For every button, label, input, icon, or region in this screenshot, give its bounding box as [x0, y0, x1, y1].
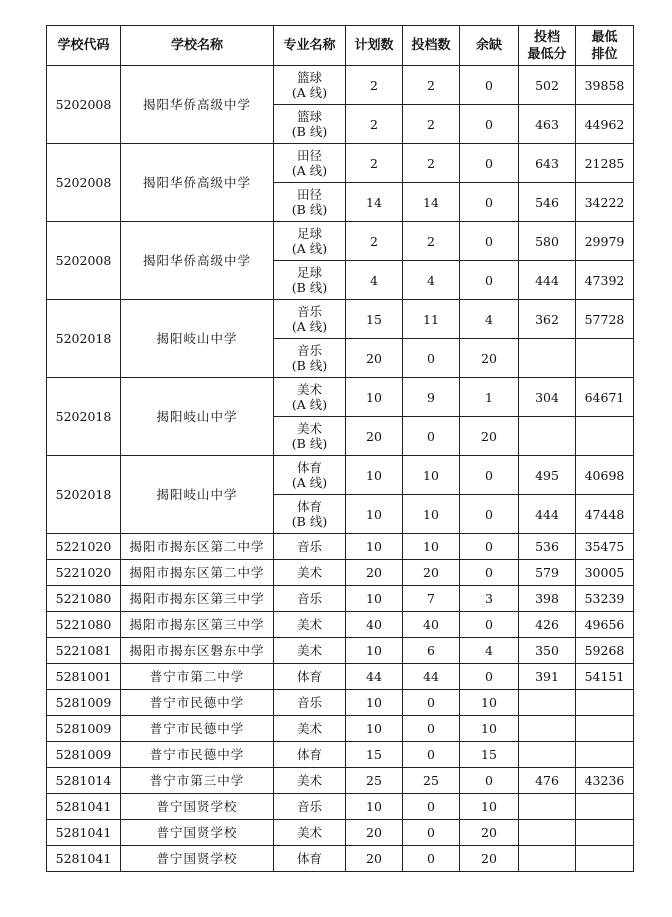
header-vacancy: 余缺 — [460, 26, 519, 66]
school-code-cell: 5281041 — [47, 794, 121, 820]
school-name-cell: 揭阳岐山中学 — [121, 378, 274, 456]
school-name-cell: 普宁国贤学校 — [121, 846, 274, 872]
vacancy-cell: 4 — [460, 638, 519, 664]
header-min-rank-line2: 排位 — [591, 46, 618, 62]
vacancy-cell: 0 — [460, 222, 519, 261]
min-rank-cell: 35475 — [576, 534, 634, 560]
min-rank-cell: 21285 — [576, 144, 634, 183]
major-cell — [274, 417, 346, 456]
plan-cell: 2 — [346, 144, 403, 183]
major-cell: 美术 — [274, 612, 346, 638]
major-cell — [274, 378, 346, 417]
admission-table-page — [46, 25, 633, 872]
vacancy-cell: 10 — [460, 690, 519, 716]
major-line: (B 线) — [291, 514, 328, 529]
plan-cell: 2 — [346, 66, 403, 105]
major-line: (B 线) — [291, 280, 328, 295]
admitted-cell: 0 — [403, 846, 460, 872]
plan-cell: 20 — [346, 820, 403, 846]
min-score-cell: 426 — [519, 612, 576, 638]
min-score-cell: 444 — [519, 261, 576, 300]
major-cell — [274, 105, 346, 144]
vacancy-cell: 10 — [460, 716, 519, 742]
major-cell: 体育 — [274, 742, 346, 768]
min-score-cell — [519, 690, 576, 716]
major-cell: 美术 — [274, 768, 346, 794]
min-rank-cell: 40698 — [576, 456, 634, 495]
min-score-cell — [519, 417, 576, 456]
plan-cell: 10 — [346, 716, 403, 742]
major-name: 美术 — [296, 382, 322, 397]
table-body — [47, 66, 634, 872]
admitted-cell: 7 — [403, 586, 460, 612]
table-row — [47, 742, 634, 768]
vacancy-cell: 1 — [460, 378, 519, 417]
major-cell — [274, 183, 346, 222]
school-name-cell: 揭阳市揭东区磐东中学 — [121, 638, 274, 664]
major-cell: 音乐 — [274, 534, 346, 560]
school-code-cell: 5281009 — [47, 716, 121, 742]
min-rank-cell: 44962 — [576, 105, 634, 144]
school-name-cell: 揭阳华侨高级中学 — [121, 222, 274, 300]
plan-cell: 44 — [346, 664, 403, 690]
vacancy-cell: 0 — [460, 456, 519, 495]
min-score-cell: 391 — [519, 664, 576, 690]
plan-cell: 40 — [346, 612, 403, 638]
table-row — [47, 534, 634, 560]
school-name-cell: 普宁市民德中学 — [121, 742, 274, 768]
min-score-cell: 444 — [519, 495, 576, 534]
table-row — [47, 560, 634, 586]
min-score-cell: 362 — [519, 300, 576, 339]
major-name: 田径 — [296, 148, 322, 163]
vacancy-cell: 20 — [460, 417, 519, 456]
major-name: 体育 — [296, 499, 322, 514]
table-row — [47, 768, 634, 794]
vacancy-cell: 20 — [460, 339, 519, 378]
min-rank-cell: 34222 — [576, 183, 634, 222]
major-cell: 音乐 — [274, 794, 346, 820]
major-line: (B 线) — [291, 124, 328, 139]
major-cell — [274, 456, 346, 495]
major-name: 篮球 — [296, 70, 322, 85]
school-code-cell: 5221080 — [47, 586, 121, 612]
major-cell: 美术 — [274, 820, 346, 846]
school-name-cell: 普宁国贤学校 — [121, 794, 274, 820]
major-line: (B 线) — [291, 358, 328, 373]
min-rank-cell: 49656 — [576, 612, 634, 638]
min-score-cell: 546 — [519, 183, 576, 222]
vacancy-cell: 20 — [460, 820, 519, 846]
school-name-cell: 普宁市第三中学 — [121, 768, 274, 794]
major-cell — [274, 261, 346, 300]
admitted-cell: 0 — [403, 339, 460, 378]
school-name-cell: 揭阳岐山中学 — [121, 456, 274, 534]
min-score-cell — [519, 339, 576, 378]
major-line: (A 线) — [291, 475, 328, 490]
school-code-cell: 5281009 — [47, 742, 121, 768]
header-min-score-line1: 投档 — [533, 29, 560, 45]
min-rank-cell — [576, 742, 634, 768]
school-code-cell: 5202008 — [47, 144, 121, 222]
admitted-cell: 0 — [403, 742, 460, 768]
header-min-rank — [576, 26, 634, 66]
plan-cell: 2 — [346, 222, 403, 261]
vacancy-cell: 0 — [460, 495, 519, 534]
header-admitted: 投档数 — [403, 26, 460, 66]
major-line: (A 线) — [291, 163, 328, 178]
plan-cell: 20 — [346, 560, 403, 586]
major-cell: 美术 — [274, 560, 346, 586]
min-rank-cell: 64671 — [576, 378, 634, 417]
table-row — [47, 300, 634, 339]
header-plan: 计划数 — [346, 26, 403, 66]
major-cell: 音乐 — [274, 690, 346, 716]
school-code-cell: 5202008 — [47, 222, 121, 300]
min-score-cell: 398 — [519, 586, 576, 612]
min-score-cell: 502 — [519, 66, 576, 105]
header-major: 专业名称 — [274, 26, 346, 66]
school-name-cell: 揭阳市揭东区第三中学 — [121, 612, 274, 638]
min-score-cell: 350 — [519, 638, 576, 664]
school-code-cell: 5202018 — [47, 456, 121, 534]
major-line: (B 线) — [291, 436, 328, 451]
min-score-cell: 536 — [519, 534, 576, 560]
min-score-cell: 304 — [519, 378, 576, 417]
table-row — [47, 846, 634, 872]
table-row — [47, 612, 634, 638]
min-rank-cell: 39858 — [576, 66, 634, 105]
admitted-cell: 11 — [403, 300, 460, 339]
major-cell — [274, 495, 346, 534]
min-score-cell: 580 — [519, 222, 576, 261]
min-rank-cell — [576, 716, 634, 742]
min-rank-cell: 57728 — [576, 300, 634, 339]
school-name-cell: 揭阳岐山中学 — [121, 300, 274, 378]
major-name: 足球 — [296, 226, 322, 241]
school-code-cell: 5202018 — [47, 378, 121, 456]
school-code-cell: 5221020 — [47, 560, 121, 586]
min-rank-cell — [576, 846, 634, 872]
min-rank-cell: 47448 — [576, 495, 634, 534]
admitted-cell: 2 — [403, 105, 460, 144]
min-rank-cell — [576, 794, 634, 820]
vacancy-cell: 0 — [460, 105, 519, 144]
major-name: 篮球 — [296, 109, 322, 124]
major-cell — [274, 144, 346, 183]
plan-cell: 10 — [346, 638, 403, 664]
table-row — [47, 586, 634, 612]
min-rank-cell — [576, 690, 634, 716]
admitted-cell: 2 — [403, 66, 460, 105]
vacancy-cell: 0 — [460, 664, 519, 690]
admitted-cell: 0 — [403, 716, 460, 742]
vacancy-cell: 0 — [460, 183, 519, 222]
plan-cell: 10 — [346, 495, 403, 534]
header-school: 学校名称 — [121, 26, 274, 66]
min-rank-cell: 30005 — [576, 560, 634, 586]
plan-cell: 10 — [346, 456, 403, 495]
vacancy-cell: 0 — [460, 66, 519, 105]
school-name-cell: 揭阳市揭东区第三中学 — [121, 586, 274, 612]
school-code-cell: 5281014 — [47, 768, 121, 794]
admitted-cell: 25 — [403, 768, 460, 794]
major-cell: 音乐 — [274, 586, 346, 612]
table-row — [47, 794, 634, 820]
vacancy-cell: 0 — [460, 768, 519, 794]
plan-cell: 10 — [346, 378, 403, 417]
vacancy-cell: 3 — [460, 586, 519, 612]
table-row — [47, 716, 634, 742]
table-row — [47, 820, 634, 846]
vacancy-cell: 4 — [460, 300, 519, 339]
school-name-cell: 普宁国贤学校 — [121, 820, 274, 846]
min-rank-cell: 54151 — [576, 664, 634, 690]
plan-cell: 20 — [346, 417, 403, 456]
min-score-cell — [519, 716, 576, 742]
school-code-cell: 5281041 — [47, 820, 121, 846]
admission-table — [46, 25, 634, 872]
vacancy-cell: 0 — [460, 261, 519, 300]
vacancy-cell: 15 — [460, 742, 519, 768]
major-cell — [274, 222, 346, 261]
major-line: (A 线) — [291, 241, 328, 256]
min-score-cell: 579 — [519, 560, 576, 586]
school-name-cell: 揭阳华侨高级中学 — [121, 144, 274, 222]
major-cell — [274, 66, 346, 105]
school-name-cell: 普宁市第二中学 — [121, 664, 274, 690]
school-code-cell: 5202018 — [47, 300, 121, 378]
school-name-cell: 揭阳市揭东区第二中学 — [121, 534, 274, 560]
table-row — [47, 638, 634, 664]
admitted-cell: 40 — [403, 612, 460, 638]
plan-cell: 2 — [346, 105, 403, 144]
major-line: (A 线) — [291, 319, 328, 334]
admitted-cell: 2 — [403, 222, 460, 261]
min-rank-cell — [576, 820, 634, 846]
admitted-cell: 0 — [403, 690, 460, 716]
school-name-cell: 揭阳华侨高级中学 — [121, 66, 274, 144]
min-score-cell: 643 — [519, 144, 576, 183]
school-code-cell: 5221020 — [47, 534, 121, 560]
admitted-cell: 9 — [403, 378, 460, 417]
school-code-cell: 5281041 — [47, 846, 121, 872]
table-row — [47, 66, 634, 105]
min-score-cell: 463 — [519, 105, 576, 144]
vacancy-cell: 0 — [460, 560, 519, 586]
admitted-cell: 14 — [403, 183, 460, 222]
school-code-cell: 5221080 — [47, 612, 121, 638]
min-rank-cell: 53239 — [576, 586, 634, 612]
min-score-cell: 476 — [519, 768, 576, 794]
major-name: 音乐 — [296, 304, 322, 319]
plan-cell: 20 — [346, 846, 403, 872]
admitted-cell: 4 — [403, 261, 460, 300]
major-cell — [274, 300, 346, 339]
admitted-cell: 20 — [403, 560, 460, 586]
school-name-cell: 普宁市民德中学 — [121, 716, 274, 742]
min-rank-cell: 29979 — [576, 222, 634, 261]
header-code: 学校代码 — [47, 26, 121, 66]
major-cell: 体育 — [274, 846, 346, 872]
table-row — [47, 456, 634, 495]
plan-cell: 10 — [346, 690, 403, 716]
plan-cell: 15 — [346, 742, 403, 768]
admitted-cell: 10 — [403, 456, 460, 495]
major-name: 体育 — [296, 460, 322, 475]
table-row — [47, 690, 634, 716]
plan-cell: 4 — [346, 261, 403, 300]
admitted-cell: 0 — [403, 794, 460, 820]
admitted-cell: 2 — [403, 144, 460, 183]
admitted-cell: 0 — [403, 417, 460, 456]
school-code-cell: 5281001 — [47, 664, 121, 690]
table-row — [47, 222, 634, 261]
header-min-rank-line1: 最低 — [591, 29, 618, 45]
min-rank-cell: 59268 — [576, 638, 634, 664]
major-cell: 体育 — [274, 664, 346, 690]
min-score-cell: 495 — [519, 456, 576, 495]
vacancy-cell: 0 — [460, 534, 519, 560]
admitted-cell: 6 — [403, 638, 460, 664]
header-min-score-line2: 最低分 — [527, 46, 567, 62]
school-code-cell: 5281009 — [47, 690, 121, 716]
plan-cell: 25 — [346, 768, 403, 794]
major-name: 足球 — [296, 265, 322, 280]
school-code-cell: 5221081 — [47, 638, 121, 664]
major-line: (B 线) — [291, 202, 328, 217]
school-name-cell: 揭阳市揭东区第二中学 — [121, 560, 274, 586]
header-row — [47, 26, 634, 66]
major-line: (A 线) — [291, 85, 328, 100]
vacancy-cell: 0 — [460, 612, 519, 638]
admitted-cell: 10 — [403, 495, 460, 534]
school-name-cell: 普宁市民德中学 — [121, 690, 274, 716]
min-rank-cell: 43236 — [576, 768, 634, 794]
header-min-score — [519, 26, 576, 66]
major-name: 美术 — [296, 421, 322, 436]
major-name: 田径 — [296, 187, 322, 202]
plan-cell: 10 — [346, 586, 403, 612]
min-score-cell — [519, 742, 576, 768]
major-cell: 美术 — [274, 716, 346, 742]
min-rank-cell: 47392 — [576, 261, 634, 300]
major-name: 音乐 — [296, 343, 322, 358]
vacancy-cell: 20 — [460, 846, 519, 872]
plan-cell: 10 — [346, 534, 403, 560]
major-cell — [274, 339, 346, 378]
table-row — [47, 664, 634, 690]
min-rank-cell — [576, 339, 634, 378]
vacancy-cell: 10 — [460, 794, 519, 820]
min-score-cell — [519, 820, 576, 846]
min-score-cell — [519, 794, 576, 820]
plan-cell: 20 — [346, 339, 403, 378]
table-row — [47, 144, 634, 183]
major-line: (A 线) — [291, 397, 328, 412]
admitted-cell: 0 — [403, 820, 460, 846]
min-score-cell — [519, 846, 576, 872]
plan-cell: 14 — [346, 183, 403, 222]
plan-cell: 15 — [346, 300, 403, 339]
vacancy-cell: 0 — [460, 144, 519, 183]
table-row — [47, 378, 634, 417]
admitted-cell: 10 — [403, 534, 460, 560]
admitted-cell: 44 — [403, 664, 460, 690]
min-rank-cell — [576, 417, 634, 456]
school-code-cell: 5202008 — [47, 66, 121, 144]
plan-cell: 10 — [346, 794, 403, 820]
major-cell: 美术 — [274, 638, 346, 664]
